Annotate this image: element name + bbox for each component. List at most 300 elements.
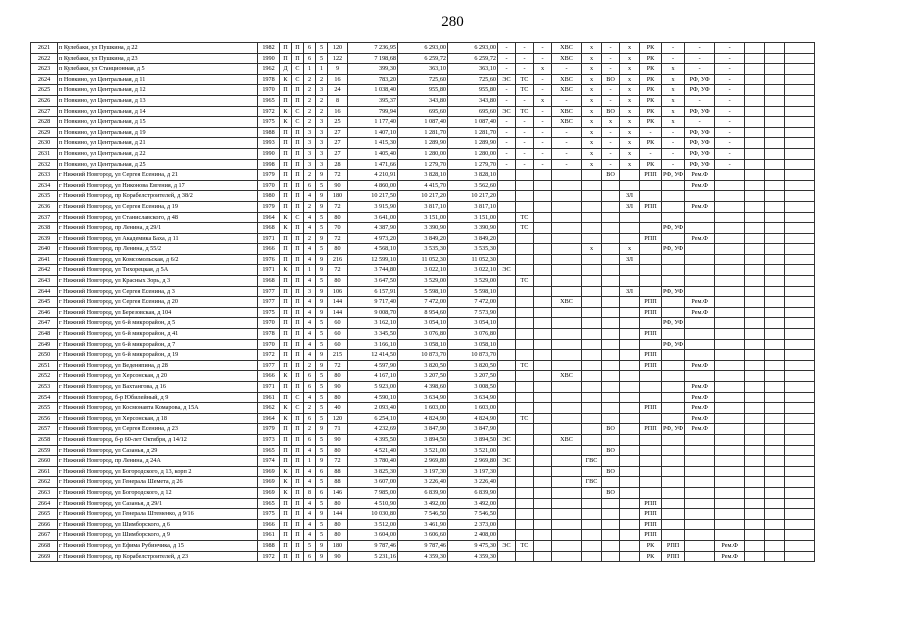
table-cell: 1966 <box>258 519 280 530</box>
row-number-cell: 2661 <box>31 466 58 477</box>
table-cell: 9 <box>316 297 328 308</box>
row-number-cell: 2621 <box>31 43 58 54</box>
table-cell <box>745 540 765 551</box>
table-cell: 3 207,50 <box>448 371 498 382</box>
table-cell: 4 210,91 <box>348 170 398 181</box>
table-cell: 1962 <box>258 64 280 75</box>
table-cell: 1 087,40 <box>448 117 498 128</box>
table-cell: 1969 <box>258 466 280 477</box>
table-cell: 80 <box>328 519 348 530</box>
table-cell <box>534 519 552 530</box>
table-cell <box>640 371 662 382</box>
address-cell: г Нижний Новгород, пр Ленина, д 29/1 <box>58 223 258 234</box>
table-cell: 1968 <box>258 223 280 234</box>
table-cell <box>552 424 582 435</box>
table-cell: 725,60 <box>398 74 448 85</box>
table-cell: - <box>534 43 552 54</box>
table-cell: - <box>602 159 620 170</box>
table-cell: 2 <box>304 360 316 371</box>
table-cell <box>745 191 765 202</box>
row-number-cell: 2625 <box>31 85 58 96</box>
table-cell: 5 <box>316 276 328 287</box>
address-cell: г Нижний Новгород, ул Станиславского, д 48 <box>58 212 258 223</box>
table-cell: 6 259,72 <box>398 53 448 64</box>
address-cell: г Нижний Новгород, ул Тихорецкая, д 5А <box>58 265 258 276</box>
table-cell: - <box>715 64 745 75</box>
table-cell: 1 407,10 <box>348 127 398 138</box>
table-cell: РФ, УФ <box>685 106 715 117</box>
table-cell: ГВС <box>582 477 602 488</box>
table-cell <box>765 551 785 562</box>
table-cell: 7 573,90 <box>448 307 498 318</box>
table-cell: 4 398,60 <box>398 382 448 393</box>
table-cell <box>620 403 640 414</box>
table-cell: Рем.Ф <box>685 403 715 414</box>
table-cell <box>662 498 685 509</box>
table-cell <box>765 540 785 551</box>
table-cell: 6 839,90 <box>448 487 498 498</box>
table-cell <box>498 329 516 340</box>
table-cell: РФ, УФ <box>662 318 685 329</box>
table-cell: 4 <box>304 223 316 234</box>
table-cell: П <box>292 307 304 318</box>
table-cell: 3 390,90 <box>448 223 498 234</box>
table-cell <box>745 519 765 530</box>
table-cell: ХВС <box>552 74 582 85</box>
table-cell: 3 492,00 <box>448 498 498 509</box>
table-cell <box>582 530 602 541</box>
table-cell <box>620 318 640 329</box>
table-row <box>31 117 815 128</box>
table-cell: 144 <box>328 509 348 520</box>
table-cell: 1993 <box>258 138 280 149</box>
table-cell <box>765 487 785 498</box>
table-cell: 1973 <box>258 434 280 445</box>
table-cell: х <box>582 43 602 54</box>
table-cell: 3 345,50 <box>348 329 398 340</box>
table-cell: С <box>292 392 304 403</box>
table-cell: 1969 <box>258 487 280 498</box>
table-cell <box>745 424 765 435</box>
table-cell: ТС <box>516 212 534 223</box>
table-cell: П <box>292 360 304 371</box>
table-cell: 3 197,30 <box>448 466 498 477</box>
table-cell: 3 <box>304 286 316 297</box>
table-cell: - <box>602 43 620 54</box>
table-cell: С <box>292 212 304 223</box>
table-cell <box>715 329 745 340</box>
table-row <box>31 307 815 318</box>
table-cell <box>785 148 815 159</box>
table-cell: РФ, УФ <box>662 170 685 181</box>
table-cell: П <box>292 434 304 445</box>
table-cell <box>620 487 640 498</box>
table-cell: П <box>292 159 304 170</box>
table-cell: 120 <box>328 413 348 424</box>
table-cell <box>785 540 815 551</box>
table-cell: РПП <box>640 498 662 509</box>
table-cell: 27 <box>328 127 348 138</box>
table-cell <box>785 265 815 276</box>
table-cell: ТС <box>516 540 534 551</box>
table-cell <box>534 360 552 371</box>
table-cell: х <box>534 64 552 75</box>
table-cell: П <box>280 307 292 318</box>
table-cell: 1974 <box>258 456 280 467</box>
table-cell <box>765 64 785 75</box>
table-cell: 70 <box>328 223 348 234</box>
address-cell: г Нижний Новгород, ул Сергея Есенина, д 21 <box>58 170 258 181</box>
table-cell <box>582 498 602 509</box>
table-cell: 28 <box>328 159 348 170</box>
table-cell <box>602 392 620 403</box>
table-cell: 5 <box>316 223 328 234</box>
table-cell <box>745 64 765 75</box>
table-cell: 1 281,70 <box>398 127 448 138</box>
table-cell: С <box>292 74 304 85</box>
table-cell: К <box>280 403 292 414</box>
table-cell <box>662 403 685 414</box>
table-row <box>31 403 815 414</box>
table-cell <box>602 244 620 255</box>
table-cell: 1966 <box>258 371 280 382</box>
table-cell <box>620 350 640 361</box>
table-cell: - <box>498 43 516 54</box>
table-cell <box>516 191 534 202</box>
table-cell: ТС <box>516 106 534 117</box>
table-cell: ВО <box>602 106 620 117</box>
table-cell <box>662 350 685 361</box>
table-cell: 90 <box>328 180 348 191</box>
table-cell: - <box>534 117 552 128</box>
row-number-cell: 2667 <box>31 530 58 541</box>
table-cell: 4 359,30 <box>398 551 448 562</box>
table-cell: 1971 <box>258 382 280 393</box>
table-cell: П <box>280 159 292 170</box>
table-cell <box>765 127 785 138</box>
table-cell: П <box>292 424 304 435</box>
table-cell: ТС <box>516 276 534 287</box>
table-cell <box>552 212 582 223</box>
table-cell <box>715 434 745 445</box>
table-cell: - <box>516 138 534 149</box>
address-cell: г Нижний Новгород, ул Шимборского, д 9 <box>58 530 258 541</box>
table-cell: 2 <box>304 403 316 414</box>
row-number-cell: 2655 <box>31 403 58 414</box>
table-cell: 7 546,50 <box>448 509 498 520</box>
table-cell: 3 058,10 <box>448 339 498 350</box>
table-row <box>31 297 815 308</box>
table-cell: ГВС <box>582 456 602 467</box>
table-cell: 9 <box>316 254 328 265</box>
table-cell <box>552 339 582 350</box>
table-cell: 5 231,16 <box>348 551 398 562</box>
table-cell <box>745 530 765 541</box>
table-cell: П <box>292 244 304 255</box>
table-cell: 3 <box>304 127 316 138</box>
table-cell: - <box>498 127 516 138</box>
table-cell: 80 <box>328 371 348 382</box>
table-cell: 1965 <box>258 95 280 106</box>
table-cell: 1990 <box>258 53 280 64</box>
table-cell: - <box>534 127 552 138</box>
table-cell: Рем.Ф <box>685 424 715 435</box>
table-cell <box>602 223 620 234</box>
table-row <box>31 477 815 488</box>
table-cell: П <box>280 85 292 96</box>
table-cell <box>602 191 620 202</box>
table-cell <box>498 307 516 318</box>
table-cell: 3 529,00 <box>448 276 498 287</box>
table-cell: 4 <box>304 509 316 520</box>
table-cell: 9 <box>316 509 328 520</box>
address-cell: г Нижний Новгород, б-р 60-лет Октября, д 14/12 <box>58 434 258 445</box>
table-cell: РПП <box>640 519 662 530</box>
table-cell: ТС <box>516 413 534 424</box>
table-cell <box>745 434 765 445</box>
table-cell: 3 226,40 <box>448 477 498 488</box>
table-cell <box>602 329 620 340</box>
table-cell <box>715 403 745 414</box>
address-cell: п Новкино, ул Центральная, д 22 <box>58 148 258 159</box>
table-cell <box>745 212 765 223</box>
table-cell: 5 <box>316 180 328 191</box>
table-cell: 1 038,40 <box>348 85 398 96</box>
table-cell <box>765 276 785 287</box>
table-cell <box>534 201 552 212</box>
table-cell <box>602 180 620 191</box>
table-cell <box>552 445 582 456</box>
table-cell: 120 <box>328 43 348 54</box>
table-cell <box>715 509 745 520</box>
table-cell <box>715 477 745 488</box>
table-cell <box>552 286 582 297</box>
table-cell: - <box>516 95 534 106</box>
address-cell: г Нижний Новгород, ул Никонова Евгения, д 17 <box>58 180 258 191</box>
table-cell <box>582 297 602 308</box>
row-number-cell: 2631 <box>31 148 58 159</box>
table-cell <box>602 360 620 371</box>
table-cell <box>582 201 602 212</box>
row-number-cell: 2639 <box>31 233 58 244</box>
row-number-cell: 2652 <box>31 371 58 382</box>
table-cell <box>534 329 552 340</box>
table-cell <box>640 382 662 393</box>
table-cell: 1961 <box>258 530 280 541</box>
table-cell <box>662 212 685 223</box>
table-cell: 3 008,50 <box>448 382 498 393</box>
table-row <box>31 74 815 85</box>
address-cell: п Новкино, ул Центральная, д 12 <box>58 85 258 96</box>
page-number: 280 <box>441 14 464 30</box>
table-cell: 9 <box>316 540 328 551</box>
table-cell <box>785 403 815 414</box>
table-cell: П <box>292 265 304 276</box>
table-cell <box>602 265 620 276</box>
address-cell: г Нижний Новгород, пр Ленина, д 24А <box>58 456 258 467</box>
table-cell <box>745 95 765 106</box>
table-cell <box>785 170 815 181</box>
table-cell <box>620 371 640 382</box>
table-cell: Рем.Ф <box>685 360 715 371</box>
table-cell <box>516 530 534 541</box>
table-cell: П <box>280 392 292 403</box>
table-cell <box>765 106 785 117</box>
table-cell <box>662 233 685 244</box>
table-cell: 4 395,50 <box>348 434 398 445</box>
table-cell <box>715 233 745 244</box>
table-row <box>31 487 815 498</box>
table-cell: К <box>280 477 292 488</box>
table-cell <box>498 530 516 541</box>
table-cell: РФ, УФ <box>685 74 715 85</box>
table-cell <box>662 487 685 498</box>
table-cell <box>745 509 765 520</box>
table-cell: 5 <box>316 318 328 329</box>
table-cell <box>620 276 640 287</box>
table-cell: 1965 <box>258 445 280 456</box>
table-cell: 3 022,10 <box>448 265 498 276</box>
table-cell: 5 <box>316 329 328 340</box>
table-cell: 4 824,90 <box>398 413 448 424</box>
address-cell: г Нижний Новгород, ул Херсонская, д 20 <box>58 371 258 382</box>
table-cell <box>582 382 602 393</box>
table-row <box>31 265 815 276</box>
table-cell <box>534 551 552 562</box>
table-cell: - <box>640 127 662 138</box>
table-cell: П <box>292 95 304 106</box>
row-number-cell: 2657 <box>31 424 58 435</box>
table-cell <box>620 551 640 562</box>
table-cell <box>602 297 620 308</box>
table-cell: - <box>534 74 552 85</box>
table-cell: 1 <box>304 456 316 467</box>
table-cell: П <box>292 498 304 509</box>
table-cell: - <box>534 106 552 117</box>
table-cell: ХВС <box>552 117 582 128</box>
table-cell: 4 <box>304 244 316 255</box>
table-cell: 10 873,70 <box>398 350 448 361</box>
table-cell: - <box>662 138 685 149</box>
table-cell: 144 <box>328 297 348 308</box>
table-cell: 695,60 <box>398 106 448 117</box>
table-cell: 1972 <box>258 350 280 361</box>
table-cell: 3 535,30 <box>398 244 448 255</box>
address-cell: г Нижний Новгород, ул Генерала Штеменко, д 9/16 <box>58 509 258 520</box>
table-cell: П <box>280 276 292 287</box>
table-cell <box>640 265 662 276</box>
table-cell <box>602 318 620 329</box>
table-cell <box>765 212 785 223</box>
table-cell: П <box>280 53 292 64</box>
table-cell: 725,60 <box>448 74 498 85</box>
table-cell: - <box>602 127 620 138</box>
table-cell: 72 <box>328 170 348 181</box>
table-cell: К <box>280 371 292 382</box>
table-cell <box>785 276 815 287</box>
table-cell <box>498 170 516 181</box>
table-cell <box>715 254 745 265</box>
table-cell: 3 151,00 <box>398 212 448 223</box>
table-cell <box>785 127 815 138</box>
table-cell: х <box>620 53 640 64</box>
table-cell: 3 607,00 <box>348 477 398 488</box>
table-cell <box>582 191 602 202</box>
table-cell: П <box>280 329 292 340</box>
table-cell: К <box>280 106 292 117</box>
table-cell: 1 280,00 <box>448 148 498 159</box>
table-cell <box>640 413 662 424</box>
table-cell <box>534 254 552 265</box>
table-cell: 6 <box>304 413 316 424</box>
table-cell: 3 606,60 <box>398 530 448 541</box>
table-cell <box>745 498 765 509</box>
table-cell: Рем.Ф <box>685 382 715 393</box>
table-cell <box>552 540 582 551</box>
table-cell <box>602 212 620 223</box>
table-cell <box>620 170 640 181</box>
table-cell <box>765 403 785 414</box>
table-cell <box>516 329 534 340</box>
table-cell <box>498 487 516 498</box>
table-cell: 4 590,10 <box>348 392 398 403</box>
table-cell <box>785 551 815 562</box>
table-cell: 11 052,30 <box>448 254 498 265</box>
table-cell: 1982 <box>258 43 280 54</box>
table-cell: х <box>582 117 602 128</box>
table-cell: 3 058,10 <box>398 339 448 350</box>
table-cell: 2 <box>304 117 316 128</box>
table-cell: 4 <box>304 297 316 308</box>
address-cell: г Нижний Новгород, ул Сазанья, д 29/1 <box>58 498 258 509</box>
table-cell: 2 <box>304 74 316 85</box>
table-cell: - <box>602 95 620 106</box>
table-cell <box>785 350 815 361</box>
table-cell <box>498 466 516 477</box>
table-cell <box>785 339 815 350</box>
table-cell: - <box>552 148 582 159</box>
table-row <box>31 509 815 520</box>
address-cell: п Новкино, ул Центральная, д 25 <box>58 159 258 170</box>
row-number-cell: 2660 <box>31 456 58 467</box>
table-cell <box>785 254 815 265</box>
table-cell <box>498 286 516 297</box>
table-cell: П <box>280 424 292 435</box>
table-cell: 5 <box>316 403 328 414</box>
address-cell: г Нижний Новгород, ул Сергея Есенина, д 20 <box>58 297 258 308</box>
table-cell <box>765 466 785 477</box>
table-cell: ЭС <box>498 540 516 551</box>
table-cell: 363,10 <box>448 64 498 75</box>
table-cell: 12 599,10 <box>348 254 398 265</box>
table-cell: - <box>552 138 582 149</box>
row-number-cell: 2629 <box>31 127 58 138</box>
table-cell <box>620 445 640 456</box>
table-cell <box>785 509 815 520</box>
table-cell <box>602 509 620 520</box>
table-cell <box>552 477 582 488</box>
table-cell <box>516 392 534 403</box>
table-row <box>31 286 815 297</box>
table-cell <box>602 276 620 287</box>
table-cell: 24 <box>328 85 348 96</box>
table-cell: - <box>534 159 552 170</box>
table-cell: 3 226,40 <box>398 477 448 488</box>
table-cell <box>516 286 534 297</box>
table-cell: 7 236,95 <box>348 43 398 54</box>
table-cell: 3 744,80 <box>348 265 398 276</box>
table-cell <box>785 106 815 117</box>
